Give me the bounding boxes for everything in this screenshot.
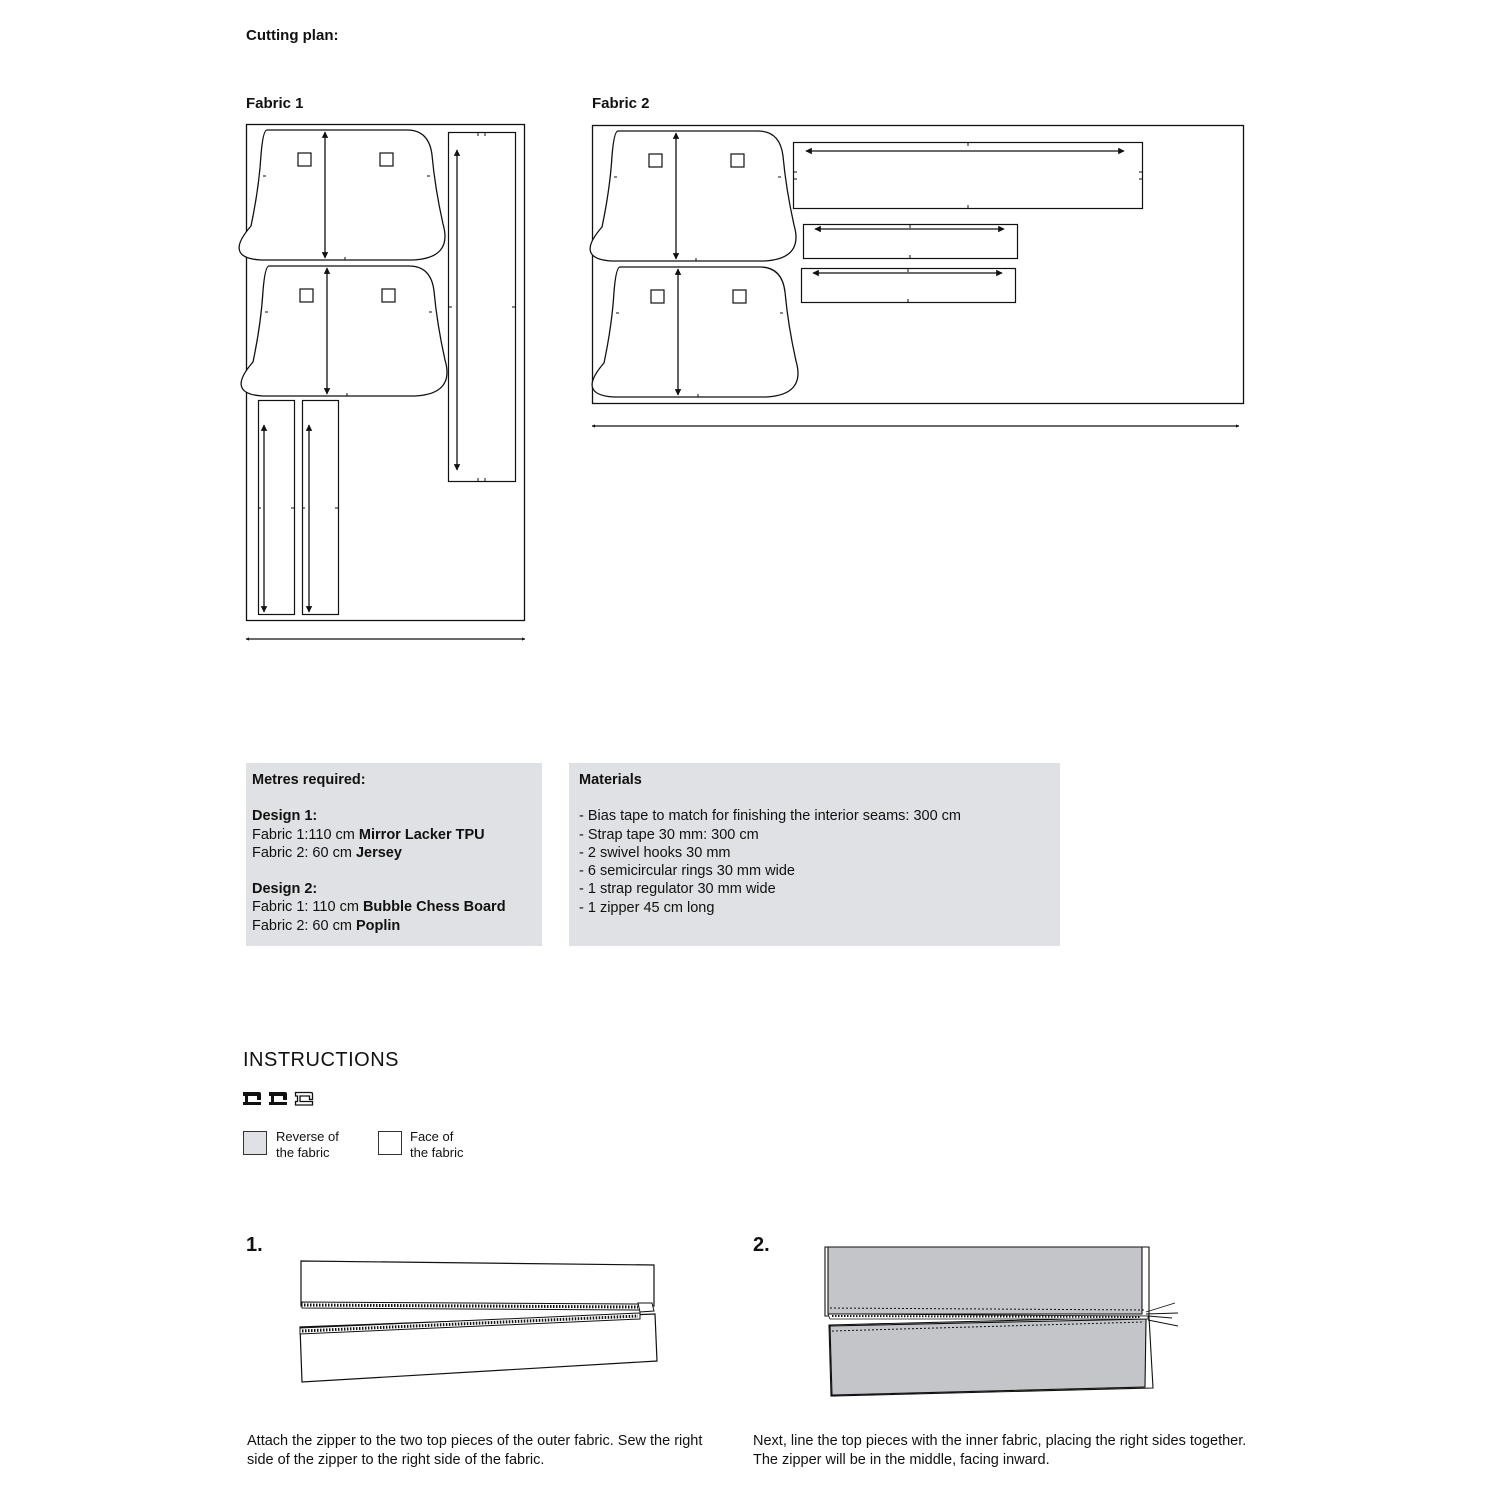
fabric-1-strip-left (258, 401, 295, 615)
fabric-2-long-strip (794, 143, 1143, 209)
design-1-fabric-1-name: Mirror Lacker TPU (358, 826, 485, 843)
fabric-1-long-strip (449, 133, 516, 482)
step-2-number: 2. (753, 1234, 770, 1256)
page-title: Cutting plan: (246, 27, 339, 44)
fabric-2-bag-piece-top (590, 131, 796, 261)
step-2-text: Next, line the top pieces with the inner fabric, placing the right sides together. The zipper will be in the middle, facing inward. (753, 1433, 1247, 1468)
face-fabric-label: Face of the fabric (410, 1129, 464, 1160)
step-1-number: 1. (246, 1234, 263, 1256)
step-1-illustration (300, 1261, 657, 1382)
instructions-title: INSTRUCTIONS (243, 1049, 399, 1071)
sewing-machine-icon (243, 1092, 261, 1105)
sewing-machine-outline-icon (296, 1093, 313, 1106)
difficulty-rating (242, 1089, 318, 1109)
fabric-2-layout (590, 126, 1243, 427)
fabric-1-bag-piece-bottom (241, 266, 447, 396)
face-fabric-swatch (378, 1131, 402, 1155)
fabric-2-label: Fabric 2 (592, 95, 650, 112)
design-1-title: Design 1: (252, 808, 318, 825)
metres-required-panel (246, 763, 542, 946)
fabric-1-bag-piece-top (239, 130, 445, 260)
fabric-2-bag-piece-bottom (592, 267, 798, 397)
materials-item: - 2 swivel hooks 30 mm (579, 844, 731, 861)
design-1-fabric-2: Fabric 2: 60 cm Jersey (252, 844, 402, 861)
reverse-fabric-label: Reverse of the fabric (276, 1129, 339, 1160)
materials-item: - Bias tape to match for finishing the interior seams: 300 cm (579, 808, 962, 825)
materials-item: - 1 strap regulator 30 mm wide (579, 881, 776, 898)
sewing-machine-icon (269, 1092, 287, 1105)
design-1-fabric-1: Fabric 1:110 cm Mirror Lacker TPU (252, 826, 485, 843)
step-1-text: Attach the zipper to the two top pieces of the outer fabric. Sew the right side of the zipper to the right side of the fabric. (247, 1433, 703, 1468)
design-1-fabric-2-name: Jersey (355, 844, 402, 861)
fabric-2-strip-upper (804, 225, 1018, 259)
design-2-fabric-2: Fabric 2: 60 cm Poplin (252, 917, 401, 934)
design-2-fabric-2-name: Poplin (355, 917, 401, 934)
materials-title: Materials (579, 772, 642, 788)
design-2-title: Design 2: (252, 881, 318, 898)
design-2-fabric-1: Fabric 1: 110 cm Bubble Chess Board (252, 899, 506, 916)
reverse-fabric-swatch (243, 1131, 267, 1155)
fabric-1-label: Fabric 1 (246, 95, 304, 112)
materials-item: - 1 zipper 45 cm long (579, 899, 715, 916)
fabric-1-strip-right (302, 401, 339, 615)
materials-item: - Strap tape 30 mm: 300 cm (579, 826, 759, 843)
fabric-1-layout (239, 125, 525, 640)
design-2-fabric-1-name: Bubble Chess Board (362, 899, 506, 916)
materials-item: - 6 semicircular rings 30 mm wide (579, 863, 795, 880)
fabric-2-strip-lower (802, 269, 1016, 303)
step-2-illustration (825, 1247, 1178, 1396)
metres-required-title: Metres required: (252, 772, 366, 788)
materials-panel (569, 763, 1060, 946)
